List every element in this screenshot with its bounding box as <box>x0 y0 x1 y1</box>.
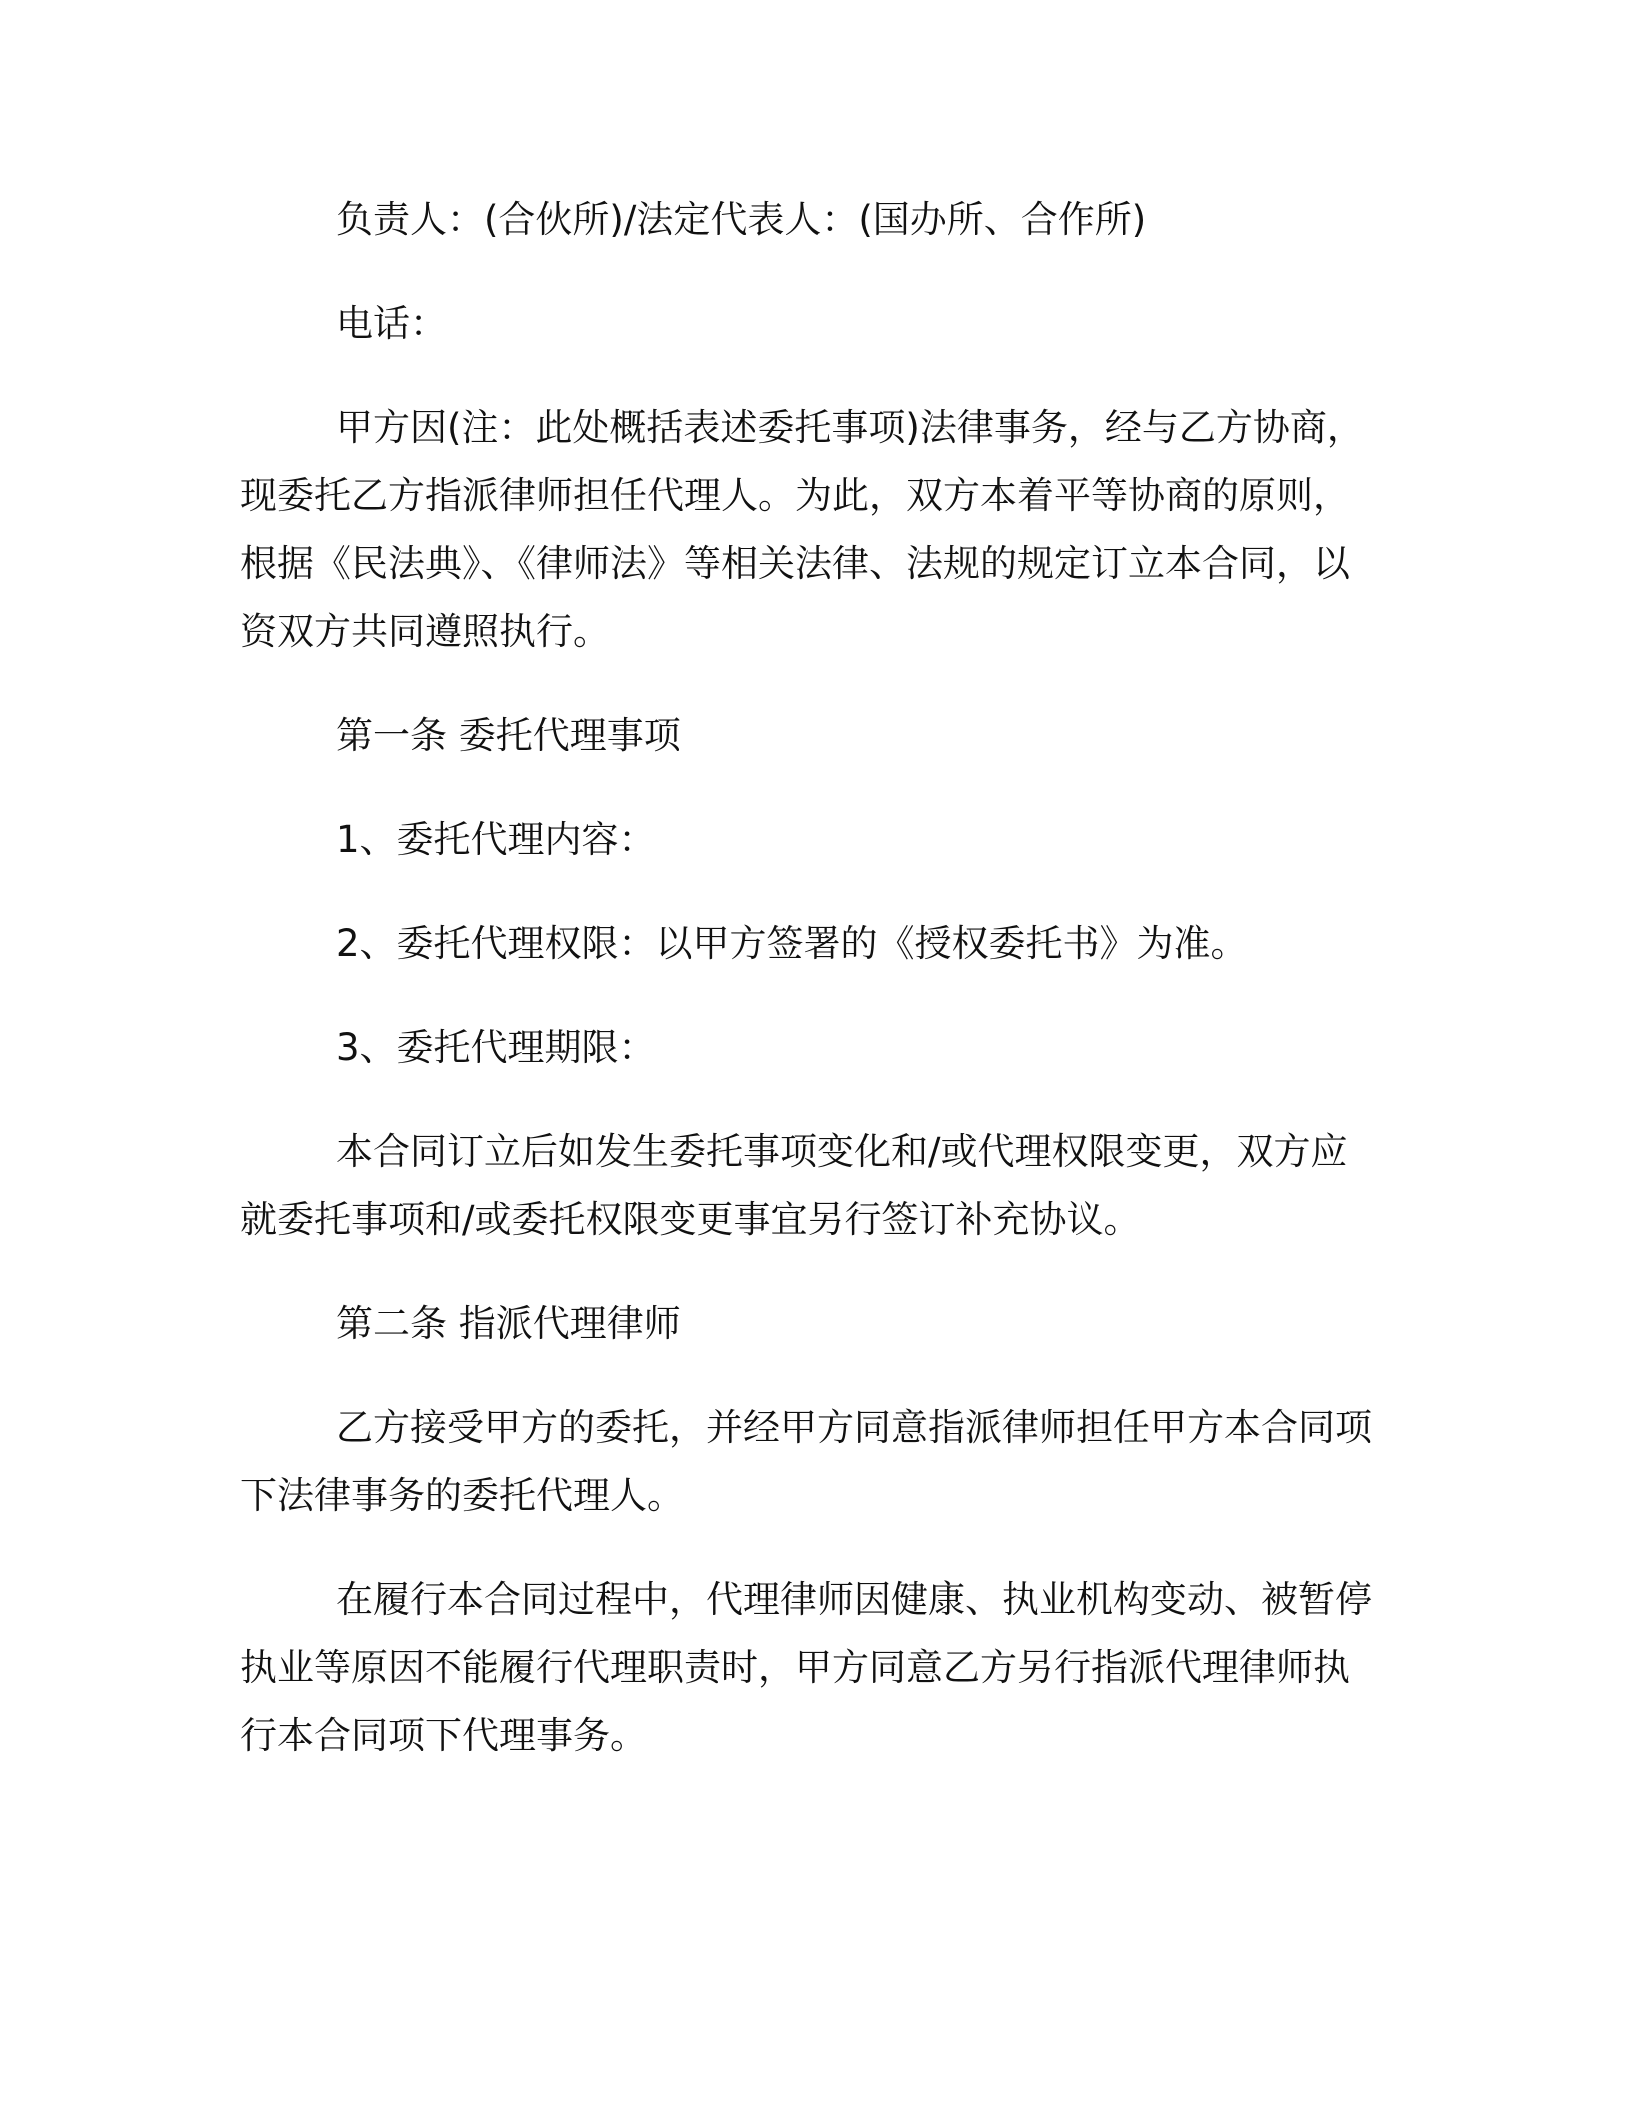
preamble-paragraph: 甲方因(注：此处概括表述委托事项)法律事务，经与乙方协商，现委托乙方指派律师担任代理人。为此，双方本着平等协商的原则，根据《民法典》、《律师法》等相关法律、法规的规定订立本合同，以资双方共同遵照执行。 <box>240 406 1364 653</box>
responsible-person-line: 负责人：(合伙所)/法定代表人：(国办所、合作所) <box>336 198 1147 241</box>
phone-line: 电话： <box>336 302 447 345</box>
article-2-paragraph-2: 在履行本合同过程中，代理律师因健康、执业机构变动、被暂停执业等原因不能履行代理职责时，甲方同意乙方另行指派代理律师执行本合同项下代理事务。 <box>240 1578 1372 1757</box>
article-1-heading: 第一条 委托代理事项 <box>336 714 681 757</box>
article-1-item-3: 3、委托代理期限： <box>336 1026 656 1069</box>
article-2-heading: 第二条 指派代理律师 <box>336 1302 681 1345</box>
article-1-change-clause: 本合同订立后如发生委托事项变化和/或代理权限变更，双方应就委托事项和/或委托权限变更事宜另行签订补充协议。 <box>240 1130 1348 1241</box>
article-1-item-1: 1、委托代理内容： <box>336 818 656 861</box>
article-2-paragraph-1: 乙方接受甲方的委托，并经甲方同意指派律师担任甲方本合同项下法律事务的委托代理人。 <box>240 1406 1372 1517</box>
article-1-item-2: 2、委托代理权限：以甲方签署的《授权委托书》为准。 <box>336 922 1248 965</box>
document-body <box>240 186 1380 1806</box>
